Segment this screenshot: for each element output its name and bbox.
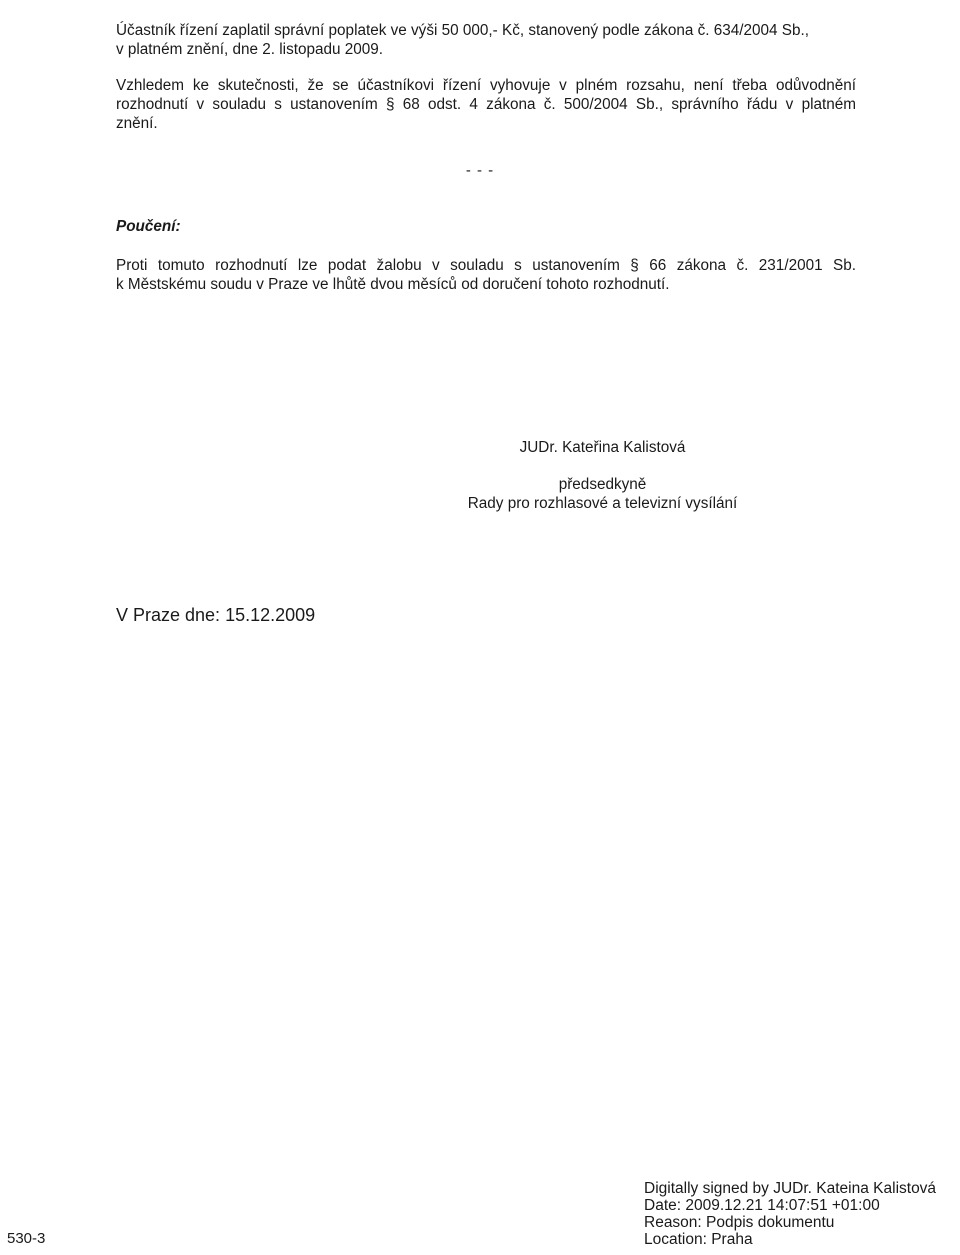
signatory-role: předsedkyně bbox=[558, 476, 647, 493]
signature-location-text: Location: Praha bbox=[644, 1231, 753, 1248]
signatory-organization: Rady pro rozhlasové a televizní vysílání bbox=[467, 495, 738, 512]
fee-paragraph bbox=[116, 21, 856, 59]
section-separator: - - - bbox=[465, 162, 495, 179]
signatory-name: JUDr. Kateřina Kalistová bbox=[519, 439, 686, 456]
paragraph-line: rozhodnutí v souladu s ustanovením § 68 odst. 4 zákona č. 500/2004 Sb., správního řádu v platném bbox=[116, 96, 856, 113]
paragraph-line: k Městskému soudu v Praze ve lhůtě dvou měsíců od doručení tohoto rozhodnutí. bbox=[116, 276, 670, 293]
digital-signature-stamp bbox=[644, 1180, 936, 1248]
paragraph-line: znění. bbox=[116, 115, 158, 132]
signature-reason-text: Reason: Podpis dokumentu bbox=[644, 1214, 835, 1231]
instruction-paragraph bbox=[116, 256, 856, 294]
paragraph-line: Účastník řízení zaplatil správní poplatek ve výši 50 000,- Kč, stanovený podle zákona č. 634/2004 Sb., bbox=[116, 22, 810, 39]
paragraph-line: Vzhledem ke skutečnosti, že se účastníkovi řízení vyhovuje v plném rozsahu, není třeba odůvodnění bbox=[116, 77, 856, 94]
justification-paragraph bbox=[116, 76, 856, 133]
page-code: 530-3 bbox=[7, 1230, 46, 1247]
instruction-heading: Poučení: bbox=[116, 218, 181, 235]
issue-date: V Praze dne: 15.12.2009 bbox=[116, 605, 316, 625]
paragraph-line: Proti tomuto rozhodnutí lze podat žalobu v souladu s ustanovením § 66 zákona č. 231/2001 Sb. bbox=[116, 257, 856, 274]
signature-date-text: Date: 2009.12.21 14:07:51 +01:00 bbox=[644, 1197, 880, 1214]
paragraph-line: v platném znění, dne 2. listopadu 2009. bbox=[116, 41, 384, 58]
signed-by-text: Digitally signed by JUDr. Kateina Kalistová bbox=[644, 1180, 937, 1197]
signatory-title bbox=[450, 475, 755, 513]
